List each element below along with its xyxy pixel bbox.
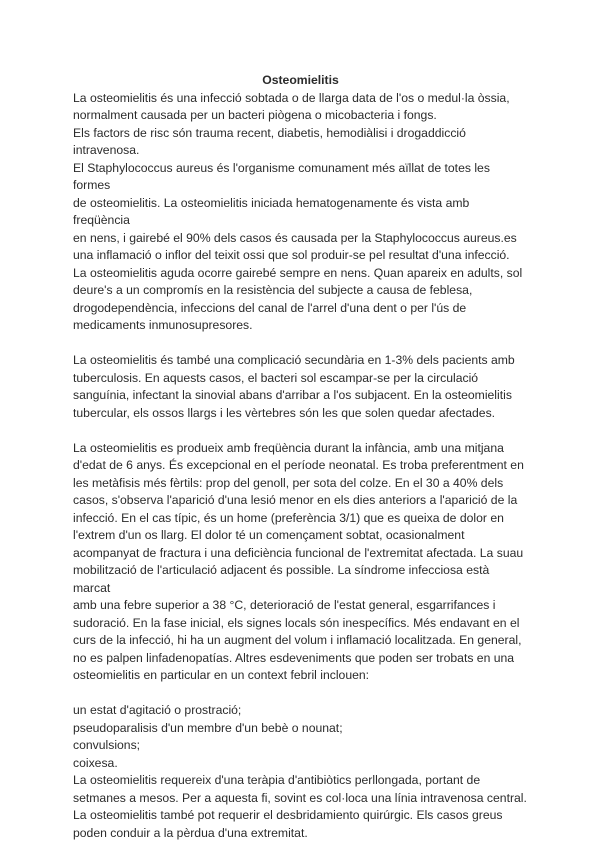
text-line: l'extrem d'un os llarg. El dolor té un començament sobtat, ocasionalment [73,528,465,542]
text-line: La osteomielitis aguda ocorre gairebé sempre en nens. Quan apareix en adults, sol [73,265,523,280]
text-line: les metàfisis més fèrtils: prop del genoll, per sota del colze. En el 30 a 40% dels [73,475,504,490]
text-line: sanguínia, infectant la sinovial abans d'arribar a l'os subjacent. En la osteomielitis [73,388,512,402]
list-item: pseudoparalisis d'un membre d'un bebè o nounat; [73,720,343,735]
text-line: curs de la infecció, hi ha un augment del volum i inflamació localitzada. En general, [73,633,522,647]
text-line: Els factors de risc són trauma recent, diabetis, hemodiàlisi i drogaddicció [73,125,466,140]
text-line: una inflamació o inflor del teixit ossi que sol produir-se pel resultat d'una infecció. [73,248,510,262]
text-line: La osteomielitis també pot requerir el desbridamiento quirúrgic. Els casos greus [73,808,503,822]
text-line: normalment causada per un bacteri piògena o micobacteria i fongs. [73,108,437,122]
text-line: El Staphylococcus aureus és l'organisme comunament més aïllat de totes les formes [73,160,490,192]
text-line: La osteomielitis es produeix amb freqüència durant la infància, amb una mitjana [73,440,504,455]
paragraph-gap [73,335,528,353]
list-item: convulsions; [73,738,141,752]
text-line: d'edat de 6 anys. És excepcional en el període neonatal. Es troba preferentment en [73,458,524,472]
text-line: amb una febre superior a 38 °C, deterioració de l'estat general, esgarrifances i [73,598,496,612]
text-line: en nens, i gairebé el 90% dels casos és causada per la Staphylococcus aureus.es [73,230,517,245]
text-line: tuberculosis. En aquests casos, el bacteri sol escampar-se per la circulació [73,370,479,385]
paragraph-gap [73,422,528,440]
text-line: medicaments inmunosupresores. [73,318,253,332]
list-item: un estat d'agitació o prostració; [73,703,242,717]
paragraph-definition [73,90,528,335]
text-line: sudoració. En la fase inicial, els signes locals són inespecífics. Més endavant en el [73,615,520,630]
paragraph-gap [73,685,528,703]
document-title: Osteomielitis [262,73,339,87]
text-line: La osteomielitis és també una complicació secundària en 1-3% dels pacients amb [73,353,515,367]
text-line: osteomielitis en particular en un context febril inclouen: [73,668,370,682]
text-line: casos, s'observa l'aparició d'una lesió menor en els dies anteriors a l'aparició de la [73,493,518,507]
text-line: no es palpen linfadenopatías. Altres esdeveniments que poden ser trobats en una [73,650,515,665]
text-line: mobilització de l'articulació adjacent és possible. La síndrome infecciosa està marcat [73,563,490,595]
text-line: deure's a un compromís en la resistència del subjecte a causa de feblesa, [73,283,473,297]
text-line: setmanes a mesos. Per a aquesta fi, sovint es col·loca una línia intravenosa central. [73,790,527,805]
text-line: tubercular, els ossos llargs i les vèrtebres són les que solen quedar afectades. [73,405,496,420]
text-line: infecció. En el cas típic, és un home (preferència 3/1) que es queixa de dolor en [73,510,504,525]
document-page [73,72,528,842]
text-line: de osteomielitis. La osteomielitis iniciada hematogenamente és vista amb freqüència [73,195,470,227]
paragraph-symptoms-treatment [73,702,528,842]
paragraph-childhood [73,440,528,685]
text-line: drogodependència, infeccions del canal de l'arrel d'una dent o per l'ús de [73,300,467,315]
text-line: intravenosa. [73,143,140,157]
text-line: acompanyat de fractura i una deficiència funcional de l'extremitat afectada. La suau [73,545,524,560]
list-item: coixesa. [73,755,118,770]
text-line: La osteomielitis és una infecció sobtada o de llarga data de l'os o medul·la òssia, [73,90,510,105]
text-line: La osteomielitis requereix d'una teràpia d'antibiòtics perllongada, portant de [73,773,481,787]
text-line: poden conduir a la pèrdua d'una extremitat. [73,825,308,840]
paragraph-tuberculosis [73,352,528,422]
